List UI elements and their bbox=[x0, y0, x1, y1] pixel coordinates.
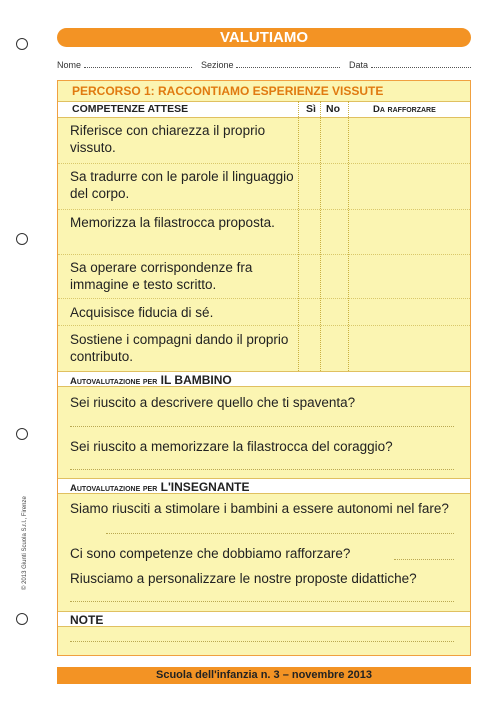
bambino-header-prefix: Autovalutazione per bbox=[70, 376, 158, 387]
answer-line[interactable] bbox=[70, 469, 454, 470]
row-divider bbox=[58, 163, 470, 164]
table-header bbox=[58, 101, 470, 118]
si-header: Sì bbox=[306, 103, 316, 115]
bambino-question: Sei riuscito a memorizzare la filastrocca del coraggio? bbox=[70, 439, 393, 454]
rafforzare-header: Da rafforzare bbox=[373, 104, 436, 115]
note-line[interactable] bbox=[70, 641, 454, 642]
sezione-field[interactable] bbox=[236, 58, 340, 68]
insegnante-header-main: L'INSEGNANTE bbox=[160, 480, 250, 494]
competenze-header: COMPETENZE ATTESE bbox=[72, 103, 189, 115]
answer-line[interactable] bbox=[394, 559, 454, 560]
row-divider bbox=[58, 209, 470, 210]
nome-label: Nome bbox=[57, 60, 82, 70]
copyright-text: © 2013 Giunti Scuola S.r.l., Firenze bbox=[22, 496, 28, 590]
binder-hole-bottom bbox=[16, 613, 28, 625]
insegnante-question: Ci sono competenze che dobbiamo rafforzare? bbox=[70, 546, 351, 561]
insegnante-question: Siamo riusciti a stimolare i bambini a essere autonomi nel fare? bbox=[70, 501, 449, 516]
binder-hole-top bbox=[16, 38, 28, 50]
bambino-header-main: IL BAMBINO bbox=[160, 373, 232, 387]
row-divider bbox=[58, 254, 470, 255]
page-title: VALUTIAMO bbox=[57, 28, 471, 47]
competenza-row: Memorizza la filastrocca proposta. bbox=[70, 215, 275, 230]
column-divider-no bbox=[320, 101, 321, 371]
bambino-section-header bbox=[58, 371, 470, 387]
competenza-row: Riferisce con chiarezza il proprio vissuto. bbox=[70, 123, 266, 155]
answer-line[interactable] bbox=[70, 426, 454, 427]
percorso-title: PERCORSO 1: RACCONTIAMO ESPERIENZE VISSUTE bbox=[72, 84, 384, 98]
evaluation-sheet bbox=[57, 80, 471, 656]
data-label: Data bbox=[349, 60, 369, 70]
competenza-row: Sa tradurre con le parole il linguaggio del corpo. bbox=[70, 169, 294, 201]
nome-field[interactable] bbox=[84, 58, 192, 68]
column-divider-rafforzare bbox=[348, 101, 349, 371]
footer: Scuola dell'infanzia n. 3 – novembre 2013 bbox=[57, 667, 471, 684]
data-field[interactable] bbox=[371, 58, 471, 68]
competenza-row: Acquisisce fiducia di sé. bbox=[70, 305, 214, 320]
competenza-row: Sostiene i compagni dando il proprio contributo. bbox=[70, 332, 289, 364]
row-divider bbox=[58, 298, 470, 299]
binder-hole-upper-mid bbox=[16, 233, 28, 245]
no-header: No bbox=[326, 103, 340, 115]
bambino-question: Sei riuscito a descrivere quello che ti spaventa? bbox=[70, 395, 356, 410]
sezione-label: Sezione bbox=[201, 60, 234, 70]
insegnante-question: Riusciamo a personalizzare le nostre proposte didattiche? bbox=[70, 571, 417, 586]
insegnante-section-header bbox=[58, 478, 470, 494]
answer-line[interactable] bbox=[106, 533, 454, 534]
answer-line[interactable] bbox=[70, 601, 454, 602]
column-divider-si bbox=[298, 101, 299, 371]
competenza-row: Sa operare corrispondenze fra immagine e testo scritto. bbox=[70, 260, 253, 292]
insegnante-header-prefix: Autovalutazione per bbox=[70, 483, 158, 494]
row-divider bbox=[58, 325, 470, 326]
note-section-header: NOTE bbox=[58, 611, 470, 627]
binder-hole-lower-mid bbox=[16, 428, 28, 440]
